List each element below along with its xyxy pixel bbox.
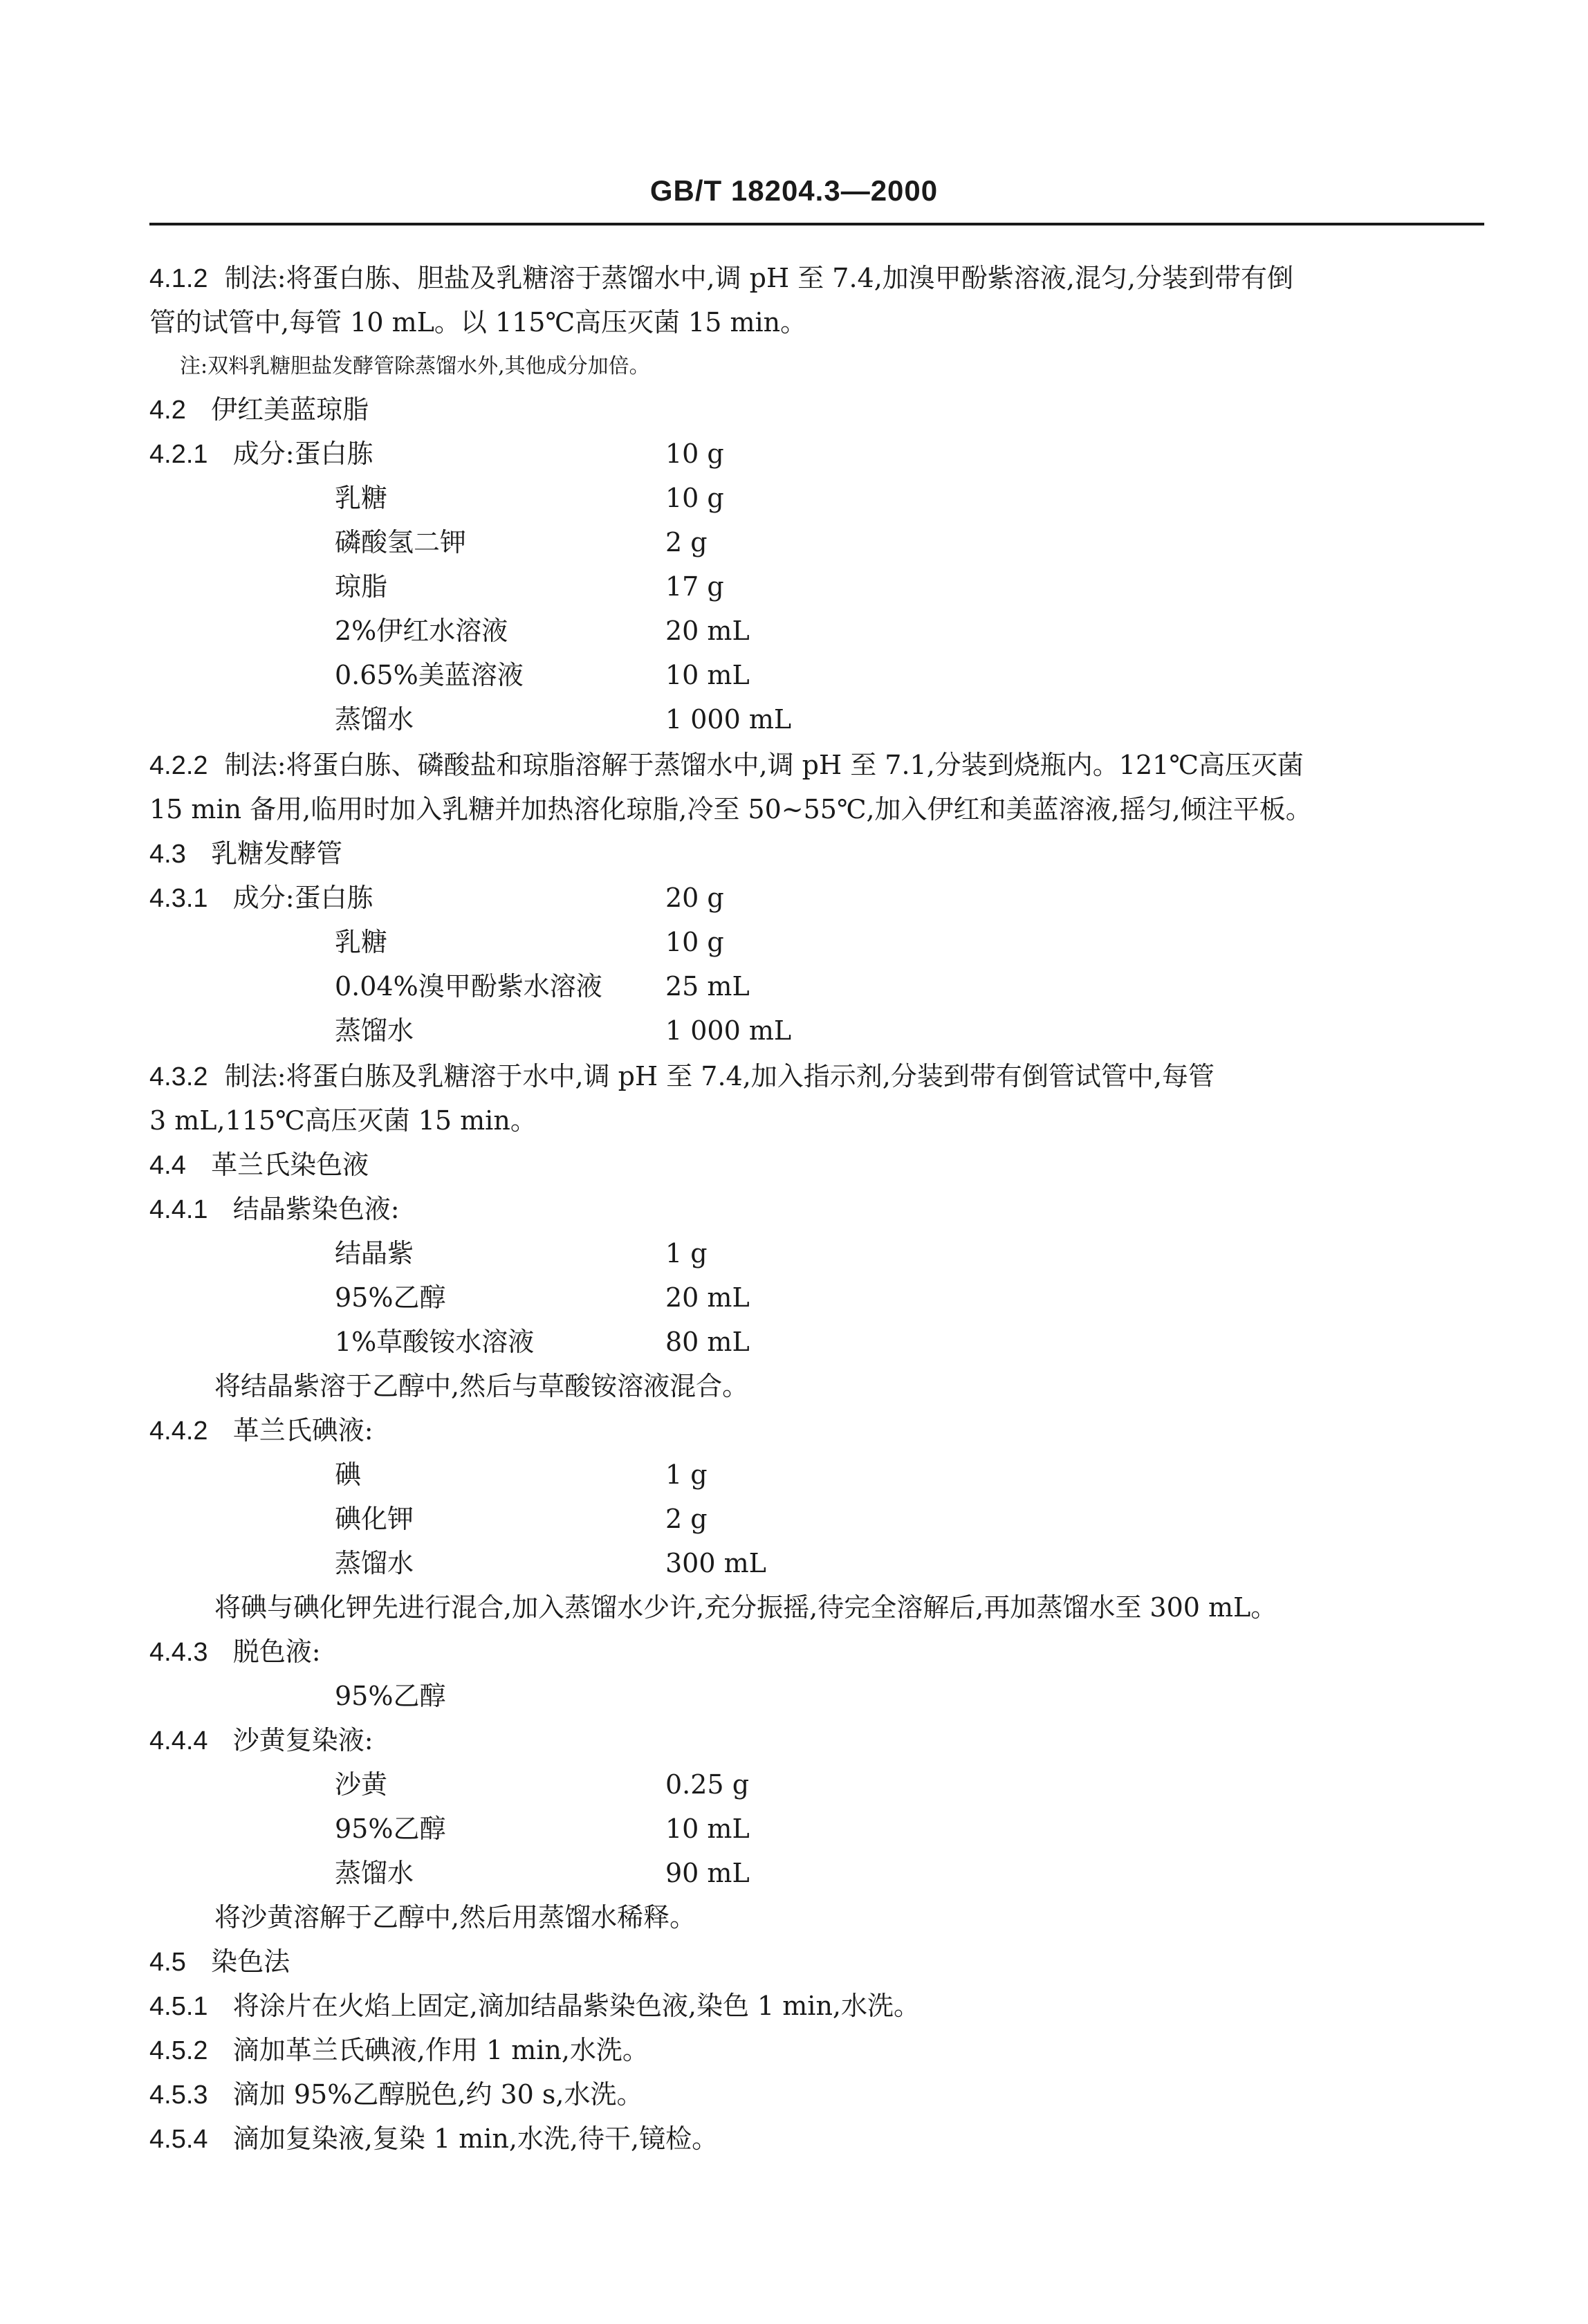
section-number: 4.4 — [149, 1151, 186, 1180]
clause-number: 4.2.2 — [149, 751, 208, 780]
header-rule — [149, 223, 1484, 225]
ingredient-name: 碘化钾 — [335, 1504, 414, 1534]
ingredient-name: 蛋白胨 — [294, 883, 373, 913]
clause-4-2-2-line1 — [149, 748, 1304, 782]
ingredient-amount: 1 g — [665, 1238, 708, 1269]
clause-4-1-2-line1 — [149, 261, 1293, 295]
ingredient-name: 琼脂 — [335, 571, 388, 602]
clause-4-4-4-heading — [149, 1724, 373, 1758]
clause-number: 4.5.3 — [149, 2081, 208, 2110]
step-4-5-3 — [149, 2078, 643, 2112]
section-4-5-heading — [149, 1945, 290, 1979]
ingredient-name: 蒸馏水 — [335, 1015, 414, 1046]
clause-title: 结晶紫染色液: — [232, 1194, 400, 1224]
clause-number: 4.4.2 — [149, 1417, 208, 1446]
ingredient-amount: 1 000 mL — [665, 1015, 792, 1046]
ingredient-name: 乳糖 — [335, 927, 388, 957]
section-title: 伊红美蓝琼脂 — [211, 394, 369, 425]
clause-number: 4.3.1 — [149, 884, 208, 913]
clause-number: 4.1.2 — [149, 264, 208, 293]
ingredient-amount: 80 mL — [665, 1327, 750, 1357]
step-text: 滴加复染液,复染 1 min,水洗,待干,镜检。 — [232, 2123, 719, 2154]
section-4-4-heading — [149, 1148, 369, 1182]
section-number: 4.3 — [149, 840, 186, 869]
ingredient-name: 95%乙醇 — [335, 1814, 446, 1844]
ingredients-label: 成分: — [232, 439, 295, 469]
ingredient-name: 蒸馏水 — [335, 1858, 414, 1888]
ingredient-amount: 10 g — [665, 483, 724, 513]
clause-title: 脱色液: — [232, 1636, 321, 1667]
clause-4-4-4-text: 将沙黄溶解于乙醇中,然后用蒸馏水稀释。 — [214, 1902, 696, 1933]
step-text: 滴加 95%乙醇脱色,约 30 s,水洗。 — [232, 2079, 643, 2110]
clause-4-4-2-heading — [149, 1414, 373, 1448]
clause-4-1-2-line2: 管的试管中,每管 10 mL。以 115℃高压灭菌 15 min。 — [149, 307, 807, 338]
ingredient-name: 0.65%美蓝溶液 — [335, 660, 524, 690]
ingredient-amount: 0.25 g — [665, 1769, 750, 1800]
section-title: 染色法 — [211, 1946, 290, 1977]
step-4-5-2 — [149, 2034, 649, 2067]
clause-number: 4.2.1 — [149, 440, 208, 469]
clause-4-4-1-heading — [149, 1192, 400, 1226]
ingredient-name: 0.04%溴甲酚紫水溶液 — [335, 971, 602, 1002]
ingredient-amount: 2 g — [665, 1504, 708, 1534]
clause-4-4-3-heading — [149, 1635, 321, 1669]
ingredient-amount: 90 mL — [665, 1858, 750, 1888]
clause-4-3-2-line2: 3 mL,115℃高压灭菌 15 min。 — [149, 1105, 537, 1136]
clause-text: 制法:将蛋白胨及乳糖溶于水中,调 pH 至 7.4,加入指示剂,分装到带有倒管试管中,每管 — [224, 1061, 1215, 1091]
ingredient-amount: 20 mL — [665, 616, 750, 646]
ingredient-name: 1%草酸铵水溶液 — [335, 1327, 535, 1357]
clause-text: 制法:将蛋白胨、磷酸盐和琼脂溶解于蒸馏水中,调 pH 至 7.1,分装到烧瓶内。121℃高压灭菌 — [224, 750, 1304, 780]
ingredient-name: 95%乙醇 — [335, 1681, 446, 1711]
ingredient-amount: 10 mL — [665, 660, 750, 690]
section-number: 4.5 — [149, 1948, 186, 1977]
step-text: 将涂片在火焰上固定,滴加结晶紫染色液,染色 1 min,水洗。 — [232, 1991, 921, 2021]
step-4-5-1 — [149, 1989, 920, 2023]
section-title: 革兰氏染色液 — [211, 1150, 369, 1180]
section-4-3-heading — [149, 837, 342, 871]
clause-title: 革兰氏碘液: — [232, 1415, 373, 1446]
clause-text: 制法:将蛋白胨、胆盐及乳糖溶于蒸馏水中,调 pH 至 7.4,加溴甲酚紫溶液,混匀,分装到带有倒 — [224, 263, 1293, 293]
clause-number: 4.5.2 — [149, 2036, 208, 2065]
section-number: 4.2 — [149, 396, 186, 425]
clause-4-4-1-text: 将结晶紫溶于乙醇中,然后与草酸铵溶液混合。 — [214, 1371, 749, 1401]
section-4-2-heading — [149, 393, 369, 427]
clause-4-3-2-line1 — [149, 1060, 1215, 1094]
ingredient-amount: 20 mL — [665, 1282, 750, 1313]
ingredient-amount: 1 g — [665, 1459, 708, 1490]
ingredient-amount: 10 g — [665, 439, 724, 469]
clause-4-2-2-line2: 15 min 备用,临用时加入乳糖并加热溶化琼脂,冷至 50~55℃,加入伊红和美蓝溶液,摇匀,倾注平板。 — [149, 794, 1312, 824]
ingredient-name: 结晶紫 — [335, 1238, 414, 1269]
ingredient-amount: 10 mL — [665, 1814, 750, 1844]
standard-code-header: GB/T 18204.3—2000 — [649, 174, 939, 207]
clause-4-3-1-heading — [149, 881, 373, 915]
clause-number: 4.4.1 — [149, 1195, 208, 1224]
ingredient-amount: 10 g — [665, 927, 724, 957]
ingredient-name: 2%伊红水溶液 — [335, 616, 508, 646]
clause-number: 4.4.4 — [149, 1726, 208, 1755]
clause-number: 4.5.1 — [149, 1992, 208, 2021]
clause-number: 4.5.4 — [149, 2125, 208, 2154]
ingredients-label: 成分: — [232, 883, 295, 913]
ingredient-amount: 2 g — [665, 527, 708, 557]
clause-4-1-2-note: 注:双料乳糖胆盐发酵管除蒸馏水外,其他成分加倍。 — [180, 354, 650, 378]
clause-title: 沙黄复染液: — [232, 1725, 373, 1755]
step-4-5-4 — [149, 2122, 718, 2156]
ingredient-amount: 1 000 mL — [665, 704, 792, 735]
ingredient-name: 蛋白胨 — [294, 439, 373, 469]
ingredient-amount: 20 g — [665, 883, 724, 913]
ingredient-name: 95%乙醇 — [335, 1282, 446, 1313]
ingredient-name: 沙黄 — [335, 1769, 388, 1800]
clause-4-2-1-heading — [149, 437, 373, 471]
ingredient-name: 蒸馏水 — [335, 1548, 414, 1578]
clause-number: 4.4.3 — [149, 1638, 208, 1667]
ingredient-name: 磷酸氢二钾 — [335, 527, 467, 557]
ingredient-amount: 25 mL — [665, 971, 750, 1002]
clause-4-4-2-text: 将碘与碘化钾先进行混合,加入蒸馏水少许,充分振摇,待完全溶解后,再加蒸馏水至 300 mL。 — [214, 1592, 1277, 1623]
step-text: 滴加革兰氏碘液,作用 1 min,水洗。 — [232, 2035, 649, 2065]
clause-number: 4.3.2 — [149, 1062, 208, 1091]
ingredient-amount: 300 mL — [665, 1548, 766, 1578]
ingredient-name: 蒸馏水 — [335, 704, 414, 735]
ingredient-amount: 17 g — [665, 571, 724, 602]
section-title: 乳糖发酵管 — [211, 838, 343, 869]
ingredient-name: 乳糖 — [335, 483, 388, 513]
ingredient-name: 碘 — [335, 1459, 362, 1490]
